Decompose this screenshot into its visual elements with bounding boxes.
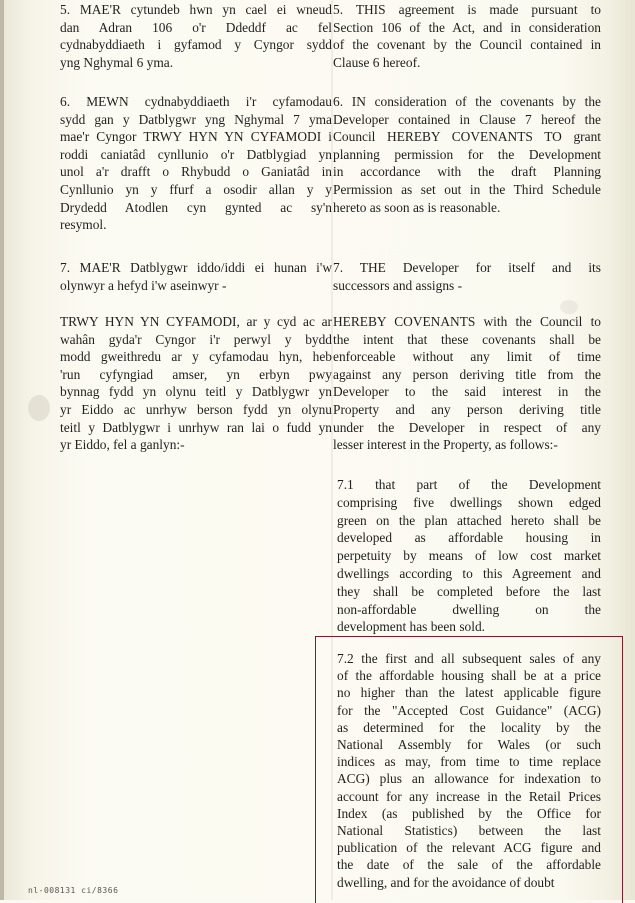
text-line: bynnag fydd yn olynu teitl y Datblygwr yn [60, 384, 332, 400]
scan-smudge [560, 300, 578, 314]
text-line: sydd gan y Datblygwr yng Nghymal 7 yma [60, 111, 332, 127]
scan-edge [0, 0, 4, 900]
scan-smudge [28, 395, 50, 421]
clause-7-welsh-intro [60, 259, 332, 294]
text-line: National Statistics) between the last [337, 823, 601, 839]
text-line: the date of the sale of the affordable [337, 857, 601, 873]
text-line: account for any increase in the Retail Prices [337, 788, 601, 804]
text-line: TRWY HYN YN CYFAMODI, ar y cyd ac ar [60, 314, 332, 329]
text-line: ACG) plus an allowance for indexation to [337, 771, 601, 787]
text-line: teitl y Datblygwr i unrhyw ran lai o fudd yn [60, 419, 332, 435]
text-line: yr Eiddo, fel a ganlyn:- [60, 437, 185, 453]
clause-7-english-intro [333, 259, 601, 294]
text-line: under the Developer in respect of any [333, 419, 601, 435]
clause-5-welsh [60, 1, 332, 71]
text-line: olynwyr a hefyd i'w aseinwyr - [60, 277, 227, 293]
text-line: in accordance with the draft Planning [333, 164, 601, 180]
text-line: Clause 6 hereof. [333, 54, 421, 70]
text-line: Index (as published by the Office for [337, 805, 601, 821]
text-line: 6. IN consideration of the covenants by the [333, 94, 601, 109]
clause-7-welsh-body [60, 313, 332, 454]
text-line: hereto as soon as is reasonable. [333, 199, 501, 215]
text-line: 6. MEWN cydnabyddiaeth i'r cyfamodau [60, 94, 332, 109]
text-line: dwellings according to this Agreement and [337, 565, 601, 581]
text-line: Drydedd Atodlen cyn gynted ac sy'n [60, 199, 332, 215]
text-line: lesser interest in the Property, as follows:- [333, 437, 558, 453]
text-line: dan Adran 106 o'r Ddeddf ac fel [60, 19, 332, 35]
text-line: 7. THE Developer for itself and its [333, 260, 601, 275]
clause-7-english-body [333, 313, 601, 454]
text-line: Permission as set out in the Third Schedule [333, 181, 601, 197]
text-line: Council HEREBY COVENANTS TO grant [333, 129, 601, 145]
text-line: non-affordable dwelling on the [337, 601, 601, 617]
clause-6-welsh [60, 93, 332, 234]
text-line: successors and assigns - [333, 277, 463, 293]
text-line: unol a'r drafft o Rhybudd o Ganiatâd in [60, 164, 332, 180]
text-line: roddi caniatâd cynllunio o'r Datblygiad yn [60, 146, 332, 162]
clause-5-english [333, 1, 601, 71]
text-line: dwelling, and for the avoidance of doubt [337, 874, 555, 890]
text-line: indices as may, from time to time replace [337, 754, 601, 770]
text-line: enforceable without any limit of time [333, 349, 601, 365]
text-line: of the covenant by the Council contained in [333, 37, 601, 53]
text-line: 7.1 that part of the Development [337, 477, 601, 492]
clause-7-2 [337, 650, 601, 891]
text-line: Section 106 of the Act, and in consideration [333, 19, 601, 35]
text-line: Property and any person deriving title [333, 401, 601, 417]
text-line: Developer contained in Clause 7 hereof the [333, 111, 601, 127]
text-line: resymol. [60, 217, 107, 233]
text-line: wahân gyda'r Cyngor i'r perwyl y bydd [60, 331, 332, 347]
text-line: perpetuity by means of low cost market [337, 548, 601, 564]
document-reference: nl-008131 ci/8366 [28, 886, 119, 895]
text-line: no higher than the latest applicable figure [337, 685, 601, 701]
clause-7-1 [337, 476, 601, 636]
text-line: Developer to the said interest in the [333, 384, 601, 400]
text-line: mae'r Cyngor TRWY HYN YN CYFAMODI i [60, 129, 332, 145]
text-line: for the "Accepted Cost Guidance" (ACG) [337, 702, 601, 718]
text-line: HEREBY COVENANTS with the Council to [333, 314, 601, 329]
text-line: modd gweithredu ar y cyfamodau hyn, heb [60, 349, 332, 365]
text-line: planning permission for the Development [333, 146, 601, 162]
text-line: developed as affordable housing in [337, 530, 601, 546]
text-line: yr Eiddo ac unrhyw berson fydd yn olynu [60, 401, 332, 417]
text-line: green on the plan attached hereto shall be [337, 512, 601, 528]
text-line: 5. THIS agreement is made pursuant to [333, 2, 601, 17]
text-line: 7. MAE'R Datblygwr iddo/iddi ei hunan i'w [60, 260, 332, 275]
text-line: National Assembly for Wales (or such [337, 737, 601, 753]
text-line: 'run cyfyngiad amser, yn erbyn pwy [60, 366, 332, 382]
text-line: comprising five dwellings shown edged [337, 494, 601, 510]
text-line: 5. MAE'R cytundeb hwn yn cael ei wneud [60, 2, 332, 17]
text-line: as determined for the locality by the [337, 719, 601, 735]
text-line: publication of the relevant ACG figure and [337, 840, 601, 856]
text-line: the intent that these covenants shall be [333, 331, 601, 347]
text-line: against any person deriving title from the [333, 366, 601, 382]
clause-6-english [333, 93, 601, 216]
text-line: cydnabyddiaeth i gyfamod y Cyngor sydd [60, 37, 332, 53]
text-line: Cynllunio yn y ffurf a osodir allan y y [60, 181, 332, 197]
text-line: yng Nghymal 6 yma. [60, 54, 174, 70]
text-line: they shall be completed before the last [337, 583, 601, 599]
text-line: 7.2 the first and all subsequent sales of any [337, 651, 601, 666]
text-line: of the affordable housing shall be at a price [337, 668, 601, 684]
text-line: development has been sold. [337, 619, 486, 635]
